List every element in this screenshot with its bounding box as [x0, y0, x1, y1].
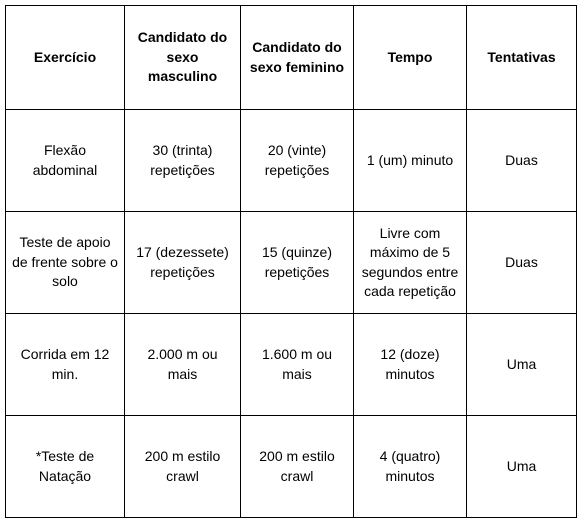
exercise-requirements-table — [5, 5, 577, 518]
cell-exercise: Flexão abdominal — [6, 110, 125, 212]
cell-female: 200 m estilo crawl — [241, 416, 354, 518]
table-row — [6, 416, 577, 518]
table-row — [6, 110, 577, 212]
cell-time: 4 (quatro) minutos — [354, 416, 467, 518]
header-exercise: Exercício — [6, 6, 125, 110]
header-time: Tempo — [354, 6, 467, 110]
cell-male: 17 (dezessete) repetições — [125, 212, 241, 314]
table-row — [6, 212, 577, 314]
cell-attempts: Duas — [467, 110, 577, 212]
table-row — [6, 314, 577, 416]
table-header-row — [6, 6, 577, 110]
cell-male: 2.000 m ou mais — [125, 314, 241, 416]
cell-exercise: Teste de apoio de frente sobre o solo — [6, 212, 125, 314]
header-attempts: Tentativas — [467, 6, 577, 110]
cell-male: 30 (trinta) repetições — [125, 110, 241, 212]
cell-time: 1 (um) minuto — [354, 110, 467, 212]
header-female-candidate: Candidato do sexo feminino — [241, 6, 354, 110]
cell-female: 20 (vinte) repetições — [241, 110, 354, 212]
cell-time: 12 (doze) minutos — [354, 314, 467, 416]
cell-attempts: Duas — [467, 212, 577, 314]
cell-attempts: Uma — [467, 314, 577, 416]
cell-female: 15 (quinze) repetições — [241, 212, 354, 314]
cell-attempts: Uma — [467, 416, 577, 518]
exercise-table-container — [5, 5, 577, 518]
cell-time: Livre com máximo de 5 segundos entre cada repetição — [354, 212, 467, 314]
cell-male: 200 m estilo crawl — [125, 416, 241, 518]
cell-female: 1.600 m ou mais — [241, 314, 354, 416]
header-male-candidate: Candidato do sexo masculino — [125, 6, 241, 110]
cell-exercise: Corrida em 12 min. — [6, 314, 125, 416]
cell-exercise: *Teste de Natação — [6, 416, 125, 518]
